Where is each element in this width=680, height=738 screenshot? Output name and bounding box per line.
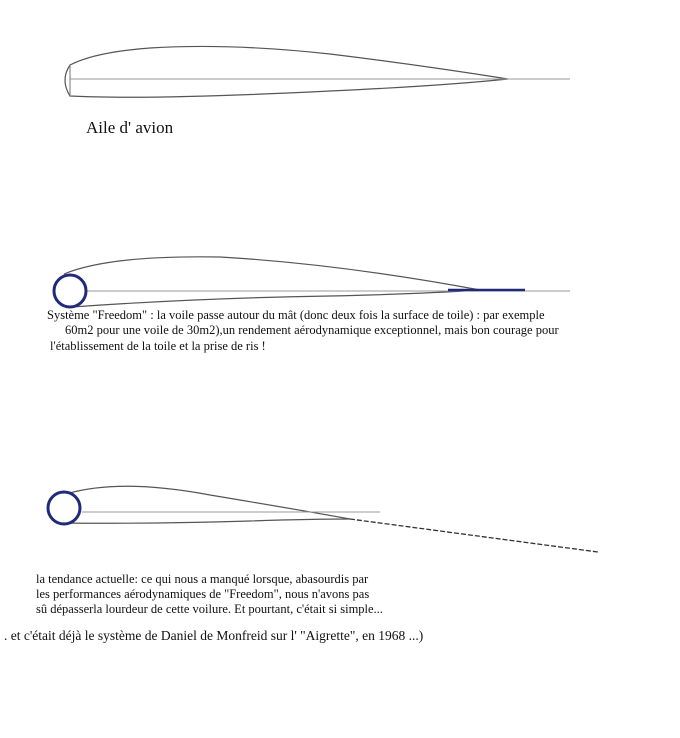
trend-sail-upper-curve <box>66 486 350 519</box>
trend-trailing-leech <box>350 519 598 552</box>
freedom-description-line-3: l'établissement de la toile et la prise de ris ! <box>50 339 266 353</box>
freedom-description-line-1: Système "Freedom" : la voile passe autour du mât (donc deux fois la surface de toile) : par exemple <box>47 308 545 322</box>
freedom-sail-upper-curve <box>64 257 480 290</box>
trend-sail-lower-curve <box>62 519 350 523</box>
freedom-sail-lower-curve <box>72 290 480 307</box>
trend-description-line-2: les performances aérodynamiques de "Freedom", nous n'avons pas <box>36 587 370 601</box>
trend-description-line-1: la tendance actuelle: ce qui nous a manqué lorsque, abasourdis par <box>36 572 369 586</box>
freedom-mast-circle <box>54 275 86 307</box>
monfreid-note: . et c'était déjà le système de Daniel de Monfreid sur l' "Aigrette", en 1968 ...) <box>4 628 424 643</box>
wing-profile-outline <box>65 46 508 97</box>
trend-mast-circle <box>48 492 80 524</box>
freedom-description-line-2: 60m2 pour une voile de 30m2),un rendement aérodynamique exceptionnel, mais bon courage pour <box>65 323 559 337</box>
wing-caption: Aile d' avion <box>86 118 174 137</box>
current-trend-figure <box>48 486 598 552</box>
trend-description-line-3: sû dépasserla lourdeur de cette voilure. Et pourtant, c'était si simple... <box>36 602 383 616</box>
wing-profile-figure <box>65 46 570 97</box>
freedom-rig-figure <box>54 257 570 307</box>
